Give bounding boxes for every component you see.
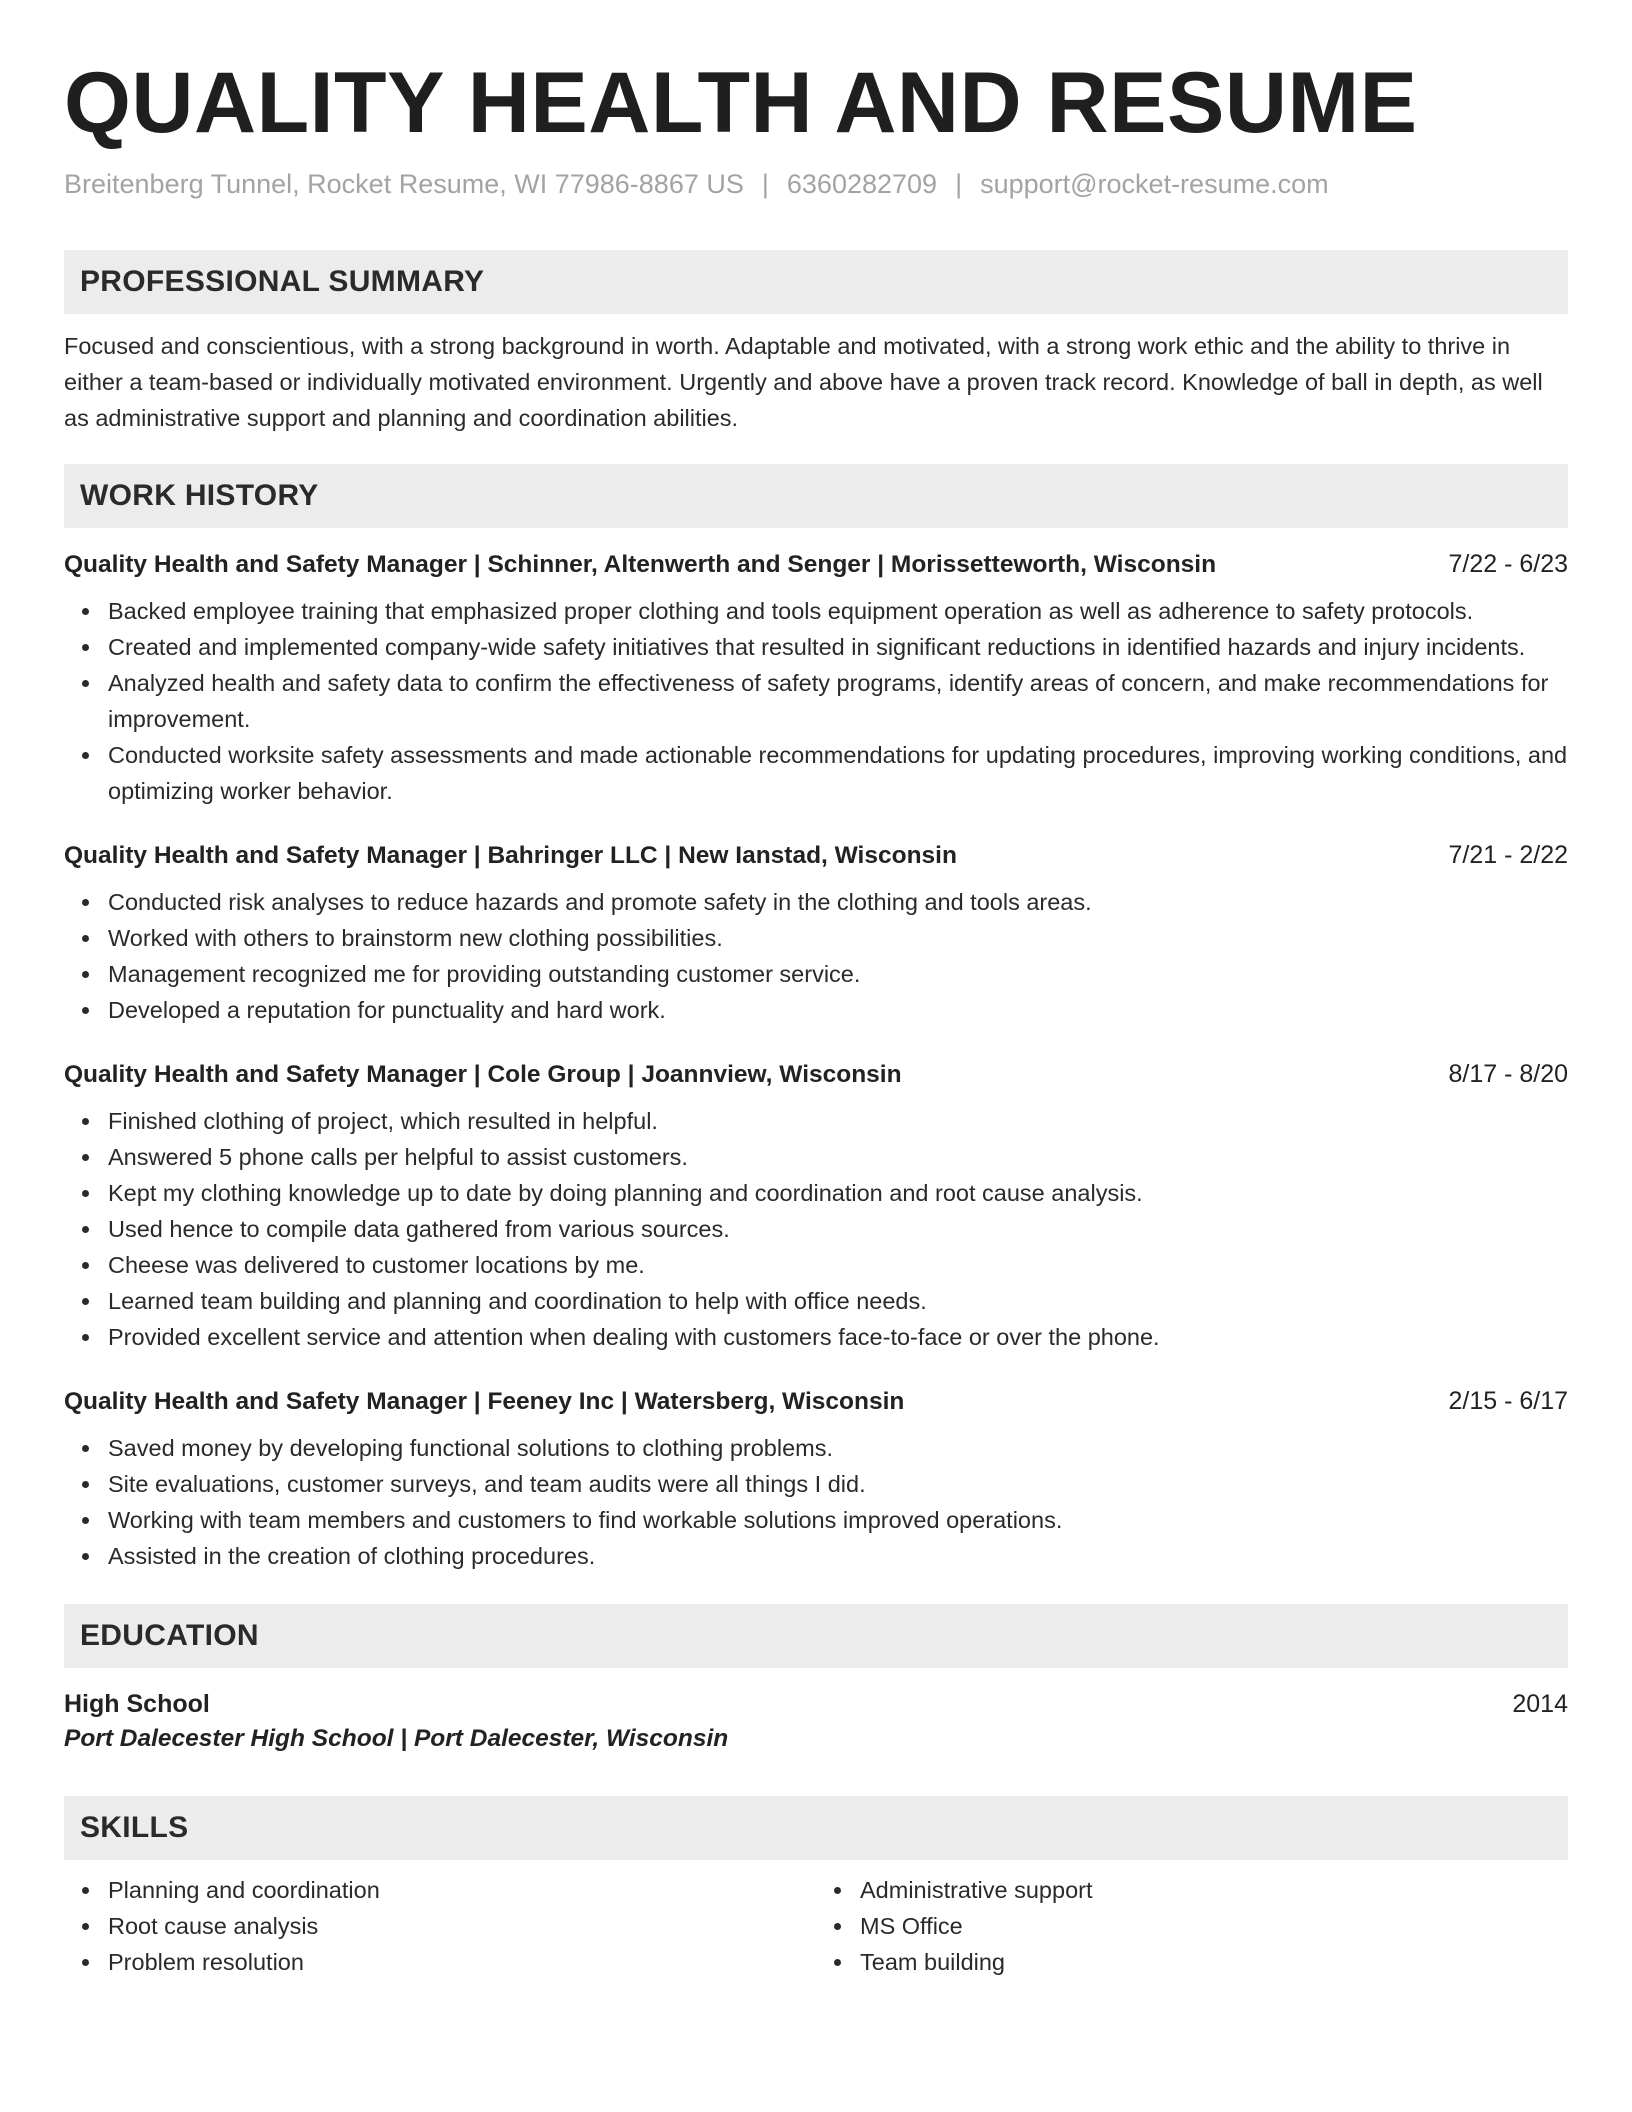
job-dates: 2/15 - 6/17 (1448, 1386, 1568, 1415)
job-bullet: Provided excellent service and attention when dealing with customers face-to-face or over the phone. (108, 1319, 1568, 1355)
job-bullet: Saved money by developing functional solutions to clothing problems. (108, 1430, 1568, 1466)
job-bullet: Conducted worksite safety assessments and made actionable recommendations for updating procedures, improving working conditions, and optimizing worker behavior. (108, 737, 1568, 809)
summary-heading: PROFESSIONAL SUMMARY (64, 250, 1568, 314)
job-title: Quality Health and Safety Manager | Cole Group | Joannview, Wisconsin (64, 1060, 902, 1088)
job-header (64, 1058, 1568, 1091)
skill-item: Team building (860, 1944, 1568, 1980)
education-heading: EDUCATION (64, 1604, 1568, 1668)
job-bullet: Developed a reputation for punctuality and hard work. (108, 992, 1568, 1028)
skill-item: MS Office (860, 1908, 1568, 1944)
job-entry (64, 548, 1568, 809)
job-bullet: Used hence to compile data gathered from various sources. (108, 1211, 1568, 1247)
job-bullets (64, 1430, 1568, 1574)
job-bullet: Learned team building and planning and coordination to help with office needs. (108, 1283, 1568, 1319)
education-year: 2014 (1512, 1689, 1568, 1718)
job-bullets (64, 1103, 1568, 1355)
skill-item: Administrative support (860, 1872, 1568, 1908)
skills-column-left (64, 1872, 816, 1980)
job-bullet: Kept my clothing knowledge up to date by doing planning and coordination and root cause analysis. (108, 1175, 1568, 1211)
job-bullet: Analyzed health and safety data to confirm the effectiveness of safety programs, identify areas of concern, and make recommendations for improvement. (108, 665, 1568, 737)
job-bullet: Finished clothing of project, which resulted in helpful. (108, 1103, 1568, 1139)
job-entry (64, 1385, 1568, 1574)
job-bullets (64, 884, 1568, 1028)
summary-text: Focused and conscientious, with a strong background in worth. Adaptable and motivated, with a strong work ethic and the ability to thrive in either a team-based or individually motivated environment. Urgently and above have a proven track record. Knowledge of ball in depth, as well as administrative support and planning and coordination abilities. (64, 332, 1543, 431)
job-list (64, 548, 1568, 1574)
job-header (64, 548, 1568, 581)
job-bullet: Backed employee training that emphasized proper clothing and tools equipment operation as well as adherence to safety protocols. (108, 593, 1568, 629)
job-bullet: Management recognized me for providing outstanding customer service. (108, 956, 1568, 992)
education-school: Port Dalecester High School | Port Dalecester, Wisconsin (64, 1724, 729, 1752)
job-entry (64, 839, 1568, 1028)
resume-name: QUALITY HEALTH AND RESUME (64, 55, 1418, 151)
job-dates: 7/22 - 6/23 (1448, 549, 1568, 578)
skills-column-right (816, 1872, 1568, 1980)
contact-separator: | (955, 168, 963, 199)
job-title: Quality Health and Safety Manager | Schinner, Altenwerth and Senger | Morissetteworth, Wisconsin (64, 550, 1217, 578)
job-bullet: Cheese was delivered to customer locations by me. (108, 1247, 1568, 1283)
job-title: Quality Health and Safety Manager | Bahringer LLC | New Ianstad, Wisconsin (64, 841, 957, 869)
job-bullet: Created and implemented company-wide safety initiatives that resulted in significant reductions in identified hazards and injury incidents. (108, 629, 1568, 665)
contact-separator: | (761, 168, 769, 199)
job-bullet: Answered 5 phone calls per helpful to assist customers. (108, 1139, 1568, 1175)
job-bullet: Worked with others to brainstorm new clothing possibilities. (108, 920, 1568, 956)
skills-heading: SKILLS (64, 1796, 1568, 1860)
contact-address: Breitenberg Tunnel, Rocket Resume, WI 77986-8867 US (64, 168, 744, 199)
job-header (64, 1385, 1568, 1418)
job-bullet: Assisted in the creation of clothing procedures. (108, 1538, 1568, 1574)
job-title: Quality Health and Safety Manager | Feeney Inc | Watersberg, Wisconsin (64, 1387, 905, 1415)
job-entry (64, 1058, 1568, 1355)
job-bullet: Working with team members and customers to find workable solutions improved operations. (108, 1502, 1568, 1538)
job-dates: 8/17 - 8/20 (1448, 1059, 1568, 1088)
contact-email: support@rocket-resume.com (980, 168, 1329, 199)
job-bullets (64, 593, 1568, 809)
education-degree: High School (64, 1689, 210, 1718)
job-dates: 7/21 - 2/22 (1448, 840, 1568, 869)
skill-item: Problem resolution (108, 1944, 816, 1980)
work-history-heading: WORK HISTORY (64, 464, 1568, 528)
job-bullet: Conducted risk analyses to reduce hazards and promote safety in the clothing and tools areas. (108, 884, 1568, 920)
job-header (64, 839, 1568, 872)
skill-item: Root cause analysis (108, 1908, 816, 1944)
contact-phone: 6360282709 (786, 168, 938, 199)
job-bullet: Site evaluations, customer surveys, and team audits were all things I did. (108, 1466, 1568, 1502)
education-header (64, 1688, 1568, 1720)
skills-grid (64, 1868, 1568, 1980)
contact-line (64, 169, 1568, 200)
skill-item: Planning and coordination (108, 1872, 816, 1908)
